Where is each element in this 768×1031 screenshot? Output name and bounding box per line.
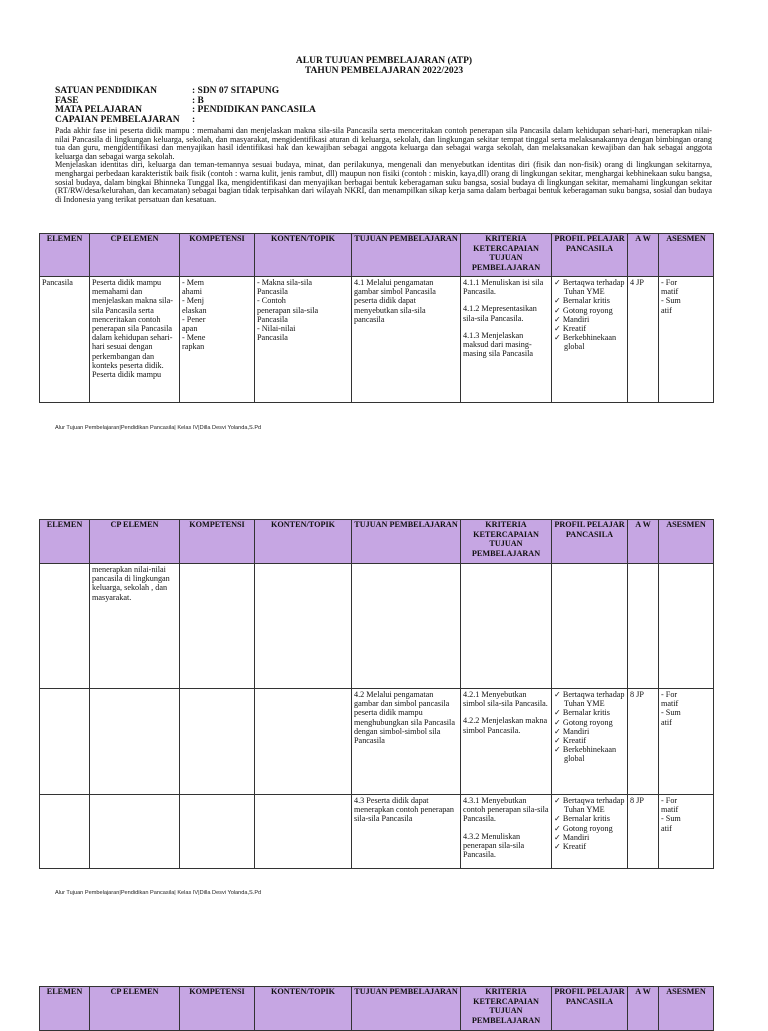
table-row (40, 689, 714, 795)
asesmen-line: matif (661, 699, 679, 709)
meta-value: : (192, 114, 196, 125)
profil-item: ✓ Gotong royong (554, 823, 613, 833)
kriteria-item: 4.1.3 Menjelaskan maksud dari masing-masing sila Pancasila (463, 330, 534, 359)
atp-table-page-1 (39, 233, 714, 403)
asesmen-line: - For (661, 278, 678, 287)
meta-key: CAPAIAN PEMBELAJARAN (55, 114, 180, 125)
cell-asesmen (659, 689, 714, 795)
cell-cp-elemen: Peserta didik mampu memahami dan menjelaskan makna sila-sila Pancasila serta menceritakan contoh penerapan sila Pancasila dalam kehidupan sehari-hari sesuai dengan perkembangan dan konteks peserta didik. Peserta didik mampu (90, 277, 180, 403)
header-profil: PROFIL PELAJAR PANCASILA (552, 987, 628, 1031)
header-asesmen: ASESMEN (659, 234, 714, 277)
cell-aw: 4 JP (628, 277, 659, 403)
header-konten: KONTEN/TOPIK (255, 987, 352, 1031)
profil-item: ✓ Bernalar kritis (554, 814, 610, 824)
header-elemen: ELEMEN (40, 987, 90, 1031)
header-elemen: ELEMEN (40, 520, 90, 564)
header-aw: A W (628, 987, 659, 1031)
meta-row-cp (55, 116, 316, 126)
meta-value: : B (192, 95, 204, 106)
cell-cp-elemen: menerapkan nilai-nilai pancasila di lingkungan keluarga, sekolah , dan masyarakat. (90, 564, 180, 689)
header-kriteria: KRITERIA KETERCAPAIAN TUJUAN PEMBELAJARAN (461, 234, 552, 277)
meta-key: FASE (55, 95, 79, 106)
page-footer: Alur Tujuan Pembelajaran|Pendidikan Pancasila| Kelas IV|Dilla Desvi Yolanda,S.Pd (55, 425, 262, 431)
document-title: ALUR TUJUAN PEMBELAJARAN (ATP) (295, 56, 473, 66)
profil-item: ✓ Bernalar kritis (554, 708, 610, 718)
asesmen-line: atif (661, 823, 672, 833)
asesmen-line: matif (661, 287, 679, 297)
profil-item: ✓ Mandiri (554, 314, 590, 324)
cell-cp-elemen (90, 795, 180, 869)
header-aw: A W (628, 520, 659, 564)
cell-kompetensi (180, 689, 255, 795)
header-konten: KONTEN/TOPIK (255, 520, 352, 564)
atp-table-page-2 (39, 519, 714, 869)
cell-profil (552, 689, 628, 795)
konten-line: - Nilai-nilai (257, 324, 296, 334)
cp-paragraph-1: Pada akhir fase ini peserta didik mampu : memahami dan menjelaskan makna sila-sila Pancasila serta menceritakan contoh penerapan sila Pancasila dalam kehidupan sehari-hari, menerapkan nilai-nilai Pancasila di lingkungan keluarga, sekolah, dan masyarakat, mengidentifikasi aturan di keluarga, sekolah, dan lingkungan sekitar tempat tinggal serta melaksanakannya dengan bimbingan orang tua dan guru, mengidentifikasi dan menyajikan hasil identifikasi hak dan kewajiban sebagai anggota keluarga dan sebagai warga sekolah, dan melaksanakan kewajiban dan hak sebagai anggota keluarga dan sebagai warga sekolah. (55, 126, 712, 161)
header-kriteria: KRITERIA KETERCAPAIAN TUJUAN PEMBELAJARAN (461, 520, 552, 564)
cell-konten (255, 564, 352, 689)
asesmen-line: - Sum (661, 708, 681, 718)
cell-asesmen (659, 564, 714, 689)
cell-kriteria (461, 564, 552, 689)
cell-tujuan: 4.3 Peserta didik dapat menerapkan contoh penerapan sila-sila Pancasila (352, 795, 461, 869)
table-row (40, 277, 714, 403)
cell-elemen (40, 795, 90, 869)
profil-item: ✓ Gotong royong (554, 305, 613, 315)
cell-konten (255, 795, 352, 869)
header-cp-elemen: CP ELEMEN (90, 234, 180, 277)
header-konten: KONTEN/TOPIK (255, 234, 352, 277)
kriteria-item: 4.2.2 Menjelaskan makna simbol Pancasila. (463, 716, 548, 735)
profil-item: ✓ Mandiri (554, 832, 590, 842)
kriteria-item: 4.3.1 Menyebutkan contoh penerapan sila-sila Pancasila. (463, 796, 549, 824)
cell-aw: 8 JP (628, 795, 659, 869)
profil-item: ✓ Bertaqwa terhadap Tuhan YME (554, 278, 625, 297)
document-subtitle: TAHUN PEMBELAJARAN 2022/2023 (304, 66, 464, 76)
capaian-pembelajaran-text (55, 127, 712, 204)
cell-konten (255, 689, 352, 795)
table-row (40, 795, 714, 869)
cell-kompetensi (180, 795, 255, 869)
header-elemen: ELEMEN (40, 234, 90, 277)
meta-key: SATUAN PENDIDIKAN (55, 86, 157, 96)
cp-paragraph-2: Menjelaskan identitas diri, keluarga dan teman-temannya sesuai budaya, minat, dan perilakunya, mengenali dan menyebutkan identitas diri (fisik dan non-fisik) orang di lingkungan sekitarnya, menghargai perbedaan karakteristik baik fisik (contoh : warna kulit, jenis rambut, dll) maupun non fisiki (contoh : miskin, kaya,dll) orang di lingkungan sekitar, menghargai kebhinekaan suku bangsa, sosial budaya, dalam bingkai Bhinneka Tunggal Ika, mengidentifikasi dan menyajikan berbagai bentuk keberagaman suku bangsa, sosial budaya di lingkungan sekitar, memahami lingkungan sekitar (RT/RW/desa/kelurahan, dan kecamatan) sebagai bagian tidak terpisahkan dari wilayah NKRI, dan menampilkan sikap kerja sama dalam berbagai bentuk keberagaman suku bangsa, sosial dan budaya di Indonesia yang terikat persatuan dan kesatuan. (55, 160, 712, 204)
kompetensi-line: rapkan (182, 342, 205, 352)
cell-profil (552, 564, 628, 689)
profil-item: ✓ Bertaqwa terhadap Tuhan YME (554, 690, 625, 709)
header-aw: A W (628, 234, 659, 277)
table-row (40, 564, 714, 689)
profil-item: ✓ Kreatif (554, 736, 587, 746)
header-tujuan: TUJUAN PEMBELAJARAN (352, 520, 461, 564)
header-kompetensi: KOMPETENSI (180, 520, 255, 564)
meta-value: : SDN 07 SITAPUNG (192, 86, 280, 96)
header-asesmen: ASESMEN (659, 520, 714, 564)
asesmen-line: - For (661, 796, 678, 805)
kriteria-item: 4.1.2 Mepresentasikan sila-sila Pancasila. (463, 304, 537, 323)
kriteria-item: 4.3.2 Menuliskan penerapan sila-sila Pancasila. (463, 831, 525, 860)
profil-item: ✓ Bernalar kritis (554, 296, 610, 306)
cell-kriteria (461, 689, 552, 795)
atp-table-page-3 (39, 986, 714, 1031)
cell-aw (628, 564, 659, 689)
table-header-row (40, 234, 714, 277)
header-asesmen: ASESMEN (659, 987, 714, 1031)
meta-key: MATA PELAJARAN (55, 105, 142, 115)
kompetensi-line: apan (182, 324, 198, 334)
cell-asesmen (659, 277, 714, 403)
cell-konten (255, 277, 352, 403)
meta-row-satuan (55, 87, 316, 97)
header-cp-elemen: CP ELEMEN (90, 520, 180, 564)
page-footer: Alur Tujuan Pembelajaran|Pendidikan Pancasila| Kelas IV|Dilla Desvi Yolanda,S.Pd (55, 890, 262, 896)
cell-elemen (40, 564, 90, 689)
konten-line: - Contoh (257, 296, 286, 306)
cell-asesmen (659, 795, 714, 869)
header-profil: PROFIL PELAJAR PANCASILA (552, 520, 628, 564)
asesmen-line: - For (661, 690, 678, 699)
profil-item: ✓ Gotong royong (554, 717, 613, 727)
cell-kriteria (461, 277, 552, 403)
meta-value: : PENDIDIKAN PANCASILA (192, 105, 316, 115)
document-meta (55, 87, 316, 125)
kompetensi-line: elaskan (182, 305, 207, 315)
cell-profil (552, 277, 628, 403)
cell-cp-elemen (90, 689, 180, 795)
asesmen-line: atif (661, 717, 672, 727)
profil-item: ✓ Berkebhinekaan global (554, 745, 617, 764)
kompetensi-line: - Menj (182, 296, 205, 306)
kriteria-item: 4.1.1 Menuliskan isi sila Pancasila. (463, 278, 544, 297)
cell-tujuan (352, 564, 461, 689)
kompetensi-line: - Pener (182, 314, 206, 324)
header-kriteria: KRITERIA KETERCAPAIAN TUJUAN PEMBELAJARAN (461, 987, 552, 1031)
cell-kompetensi (180, 277, 255, 403)
header-tujuan: TUJUAN PEMBELAJARAN (352, 234, 461, 277)
asesmen-line: - Sum (661, 814, 681, 824)
profil-item: ✓ Kreatif (554, 324, 587, 334)
cell-tujuan: 4.1 Melalui pengamatan gambar simbol Pancasila peserta didik dapat menyebutkan sila-sila pancasila (352, 277, 461, 403)
konten-line: Pancasila (257, 287, 288, 297)
cell-elemen: Pancasila (40, 277, 90, 403)
cell-profil (552, 795, 628, 869)
cell-tujuan: 4.2 Melalui pengamatan gambar dan simbol pancasila peserta didik mampu menghubungkan sila Pancasila dengan simbol-simbol sila Pancasila (352, 689, 461, 795)
konten-line: Pancasila (257, 333, 288, 343)
asesmen-line: matif (661, 805, 679, 815)
asesmen-line: atif (661, 305, 672, 315)
kriteria-item: 4.2.1 Menyebutkan simbol sila-sila Pancasila. (463, 690, 548, 709)
table-header-row (40, 520, 714, 564)
cell-kompetensi (180, 564, 255, 689)
profil-item: ✓ Bertaqwa terhadap Tuhan YME (554, 796, 625, 815)
profil-item: ✓ Mandiri (554, 726, 590, 736)
cell-elemen (40, 689, 90, 795)
kompetensi-line: - Mem (182, 278, 205, 287)
kompetensi-line: ahami (182, 287, 203, 297)
header-tujuan: TUJUAN PEMBELAJARAN (352, 987, 461, 1031)
cell-kriteria (461, 795, 552, 869)
cell-aw: 8 JP (628, 689, 659, 795)
profil-item: ✓ Kreatif (554, 842, 587, 852)
asesmen-line: - Sum (661, 296, 681, 306)
profil-item: ✓ Berkebhinekaan global (554, 333, 617, 352)
header-kompetensi: KOMPETENSI (180, 987, 255, 1031)
header-kompetensi: KOMPETENSI (180, 234, 255, 277)
header-cp-elemen: CP ELEMEN (90, 987, 180, 1031)
kompetensi-line: - Mene (182, 333, 206, 343)
header-profil: PROFIL PELAJAR PANCASILA (552, 234, 628, 277)
konten-line: penerapan sila-sila Pancasila (257, 305, 319, 324)
konten-line: - Makna sila-sila (257, 278, 313, 287)
